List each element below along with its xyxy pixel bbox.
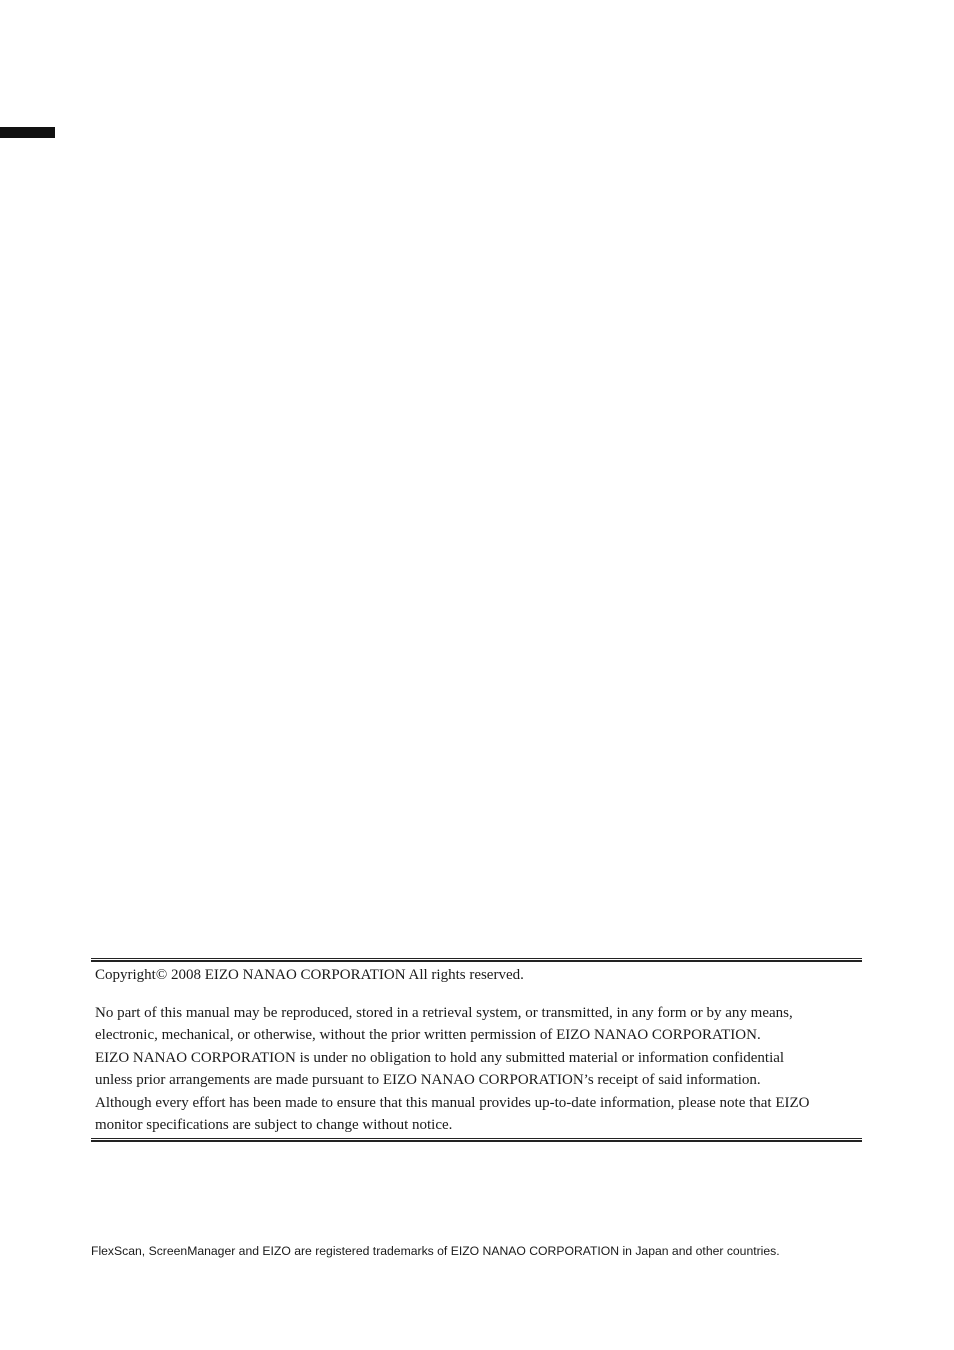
copyright-notice-box <box>91 958 862 1142</box>
trademark-statement: FlexScan, ScreenManager and EIZO are registered trademarks of EIZO NANAO CORPORATION in Japan and other countries. <box>91 1244 780 1258</box>
notice-line: electronic, mechanical, or otherwise, without the prior written permission of EIZO NANAO CORPORATION. <box>95 1027 761 1044</box>
copyright-notice-content <box>91 962 862 1138</box>
notice-line: Although every effort has been made to ensure that this manual provides up-to-date information, please note that EIZO <box>95 1094 810 1111</box>
bottom-double-rule <box>91 1138 862 1142</box>
notice-line: monitor specifications are subject to change without notice. <box>95 1117 453 1134</box>
copyright-statement: Copyright© 2008 EIZO NANAO CORPORATION All rights reserved. <box>95 967 524 983</box>
page-edge-tab <box>0 127 55 138</box>
notice-line: unless prior arrangements are made pursuant to EIZO NANAO CORPORATION’s receipt of said information. <box>95 1072 761 1089</box>
notice-line: EIZO NANAO CORPORATION is under no obligation to hold any submitted material or information confidential <box>95 1049 785 1066</box>
notice-line: No part of this manual may be reproduced, stored in a retrieval system, or transmitted, in any form or by any means, <box>95 1005 793 1021</box>
